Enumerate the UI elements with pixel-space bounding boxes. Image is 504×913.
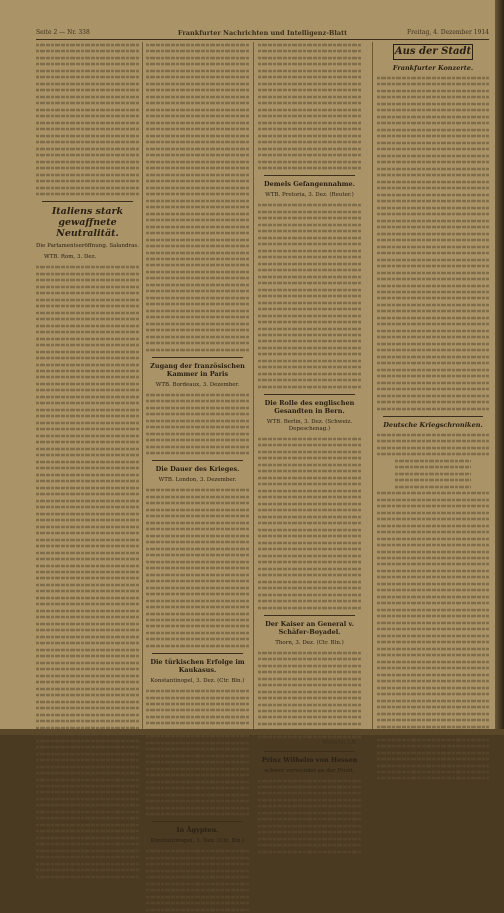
page-number: Seite 2 — Nr. 338 [36, 29, 90, 36]
section-title: In Ägypten. [176, 826, 219, 835]
issue-date: Freitag, 4. Dezember 1914 [407, 29, 489, 36]
article-text [36, 264, 139, 880]
dateline: WTB. Pretoria, 3. Dez. (Reuter.) [265, 192, 354, 199]
poem-text [377, 458, 489, 490]
column-3 [258, 42, 361, 774]
subheadline-italy: Die Parlamentseröffnung. Salandras. [36, 243, 139, 250]
column-2 [146, 42, 249, 845]
headline-italy: Italiens stark gewaffnete Neutralität. [51, 206, 124, 240]
article-text [36, 42, 139, 197]
dateline: WTB. Rom, 3. Dez. [44, 254, 97, 261]
signature: Wilhelm I.R. [322, 740, 357, 747]
binding-gutter [495, 0, 504, 735]
section-title: Prinz Wilhelm von Hessen [261, 755, 358, 764]
column-rule [142, 42, 143, 730]
column-4 [377, 42, 489, 730]
masthead [36, 27, 489, 40]
section-title: Zugang der französischen Kammer in Paris [150, 361, 245, 378]
dateline: Konstantinopel, 3. Dez. (Ctr. Bln.) [150, 678, 245, 685]
section-title: Die Dauer des Krieges. [155, 465, 240, 474]
article-text [146, 848, 249, 912]
dateline: Konstantinopel, 3. Dez. (Ctr. Bln.) [150, 838, 245, 845]
article-text [146, 392, 249, 456]
section-title: Die Rolle des englischen Gesandten in Bern. [264, 398, 355, 415]
newspaper-title: Frankfurter Nachrichten und Intelligenz-Blatt [177, 29, 348, 37]
dateline: WTB. Bordeaux, 3. Dezember. [155, 381, 240, 388]
article-text [146, 487, 249, 649]
dateline: WTB. Berlin, 3. Dez. (Schweiz. Depeschenag.) [266, 418, 353, 432]
section-title: Der Kaiser an General v. Schäfer-Boyadel. [265, 619, 354, 636]
column-1 [36, 42, 139, 730]
article-text [258, 436, 361, 611]
section-box-title: Aus der Stadt [393, 44, 473, 60]
article-text [377, 75, 489, 412]
article-text [258, 42, 361, 171]
column-rule [253, 42, 254, 730]
article-text [146, 688, 249, 817]
section-title: Demels Gefangennahme. [264, 180, 355, 189]
page-edge [0, 729, 504, 735]
column-rule [372, 42, 373, 730]
article-text [377, 432, 489, 458]
section-title: Deutsche Kriegschroniken. [383, 420, 483, 429]
section-subtitle: schwer verwundet an der Front. [264, 767, 355, 774]
article-text [146, 42, 249, 353]
article-text [258, 202, 361, 390]
dateline: WTB. London, 3. Dezember. [158, 477, 237, 484]
dateline: Thorn, 3. Dez. (Ctr. Bln.) [275, 639, 344, 646]
section-title: Die türkischen Erfolge im Kaukasus. [150, 658, 245, 675]
article-text [377, 490, 489, 781]
article-text [258, 650, 361, 740]
section-title: Frankfurter Konzerte. [392, 64, 474, 72]
article-text [258, 778, 361, 855]
